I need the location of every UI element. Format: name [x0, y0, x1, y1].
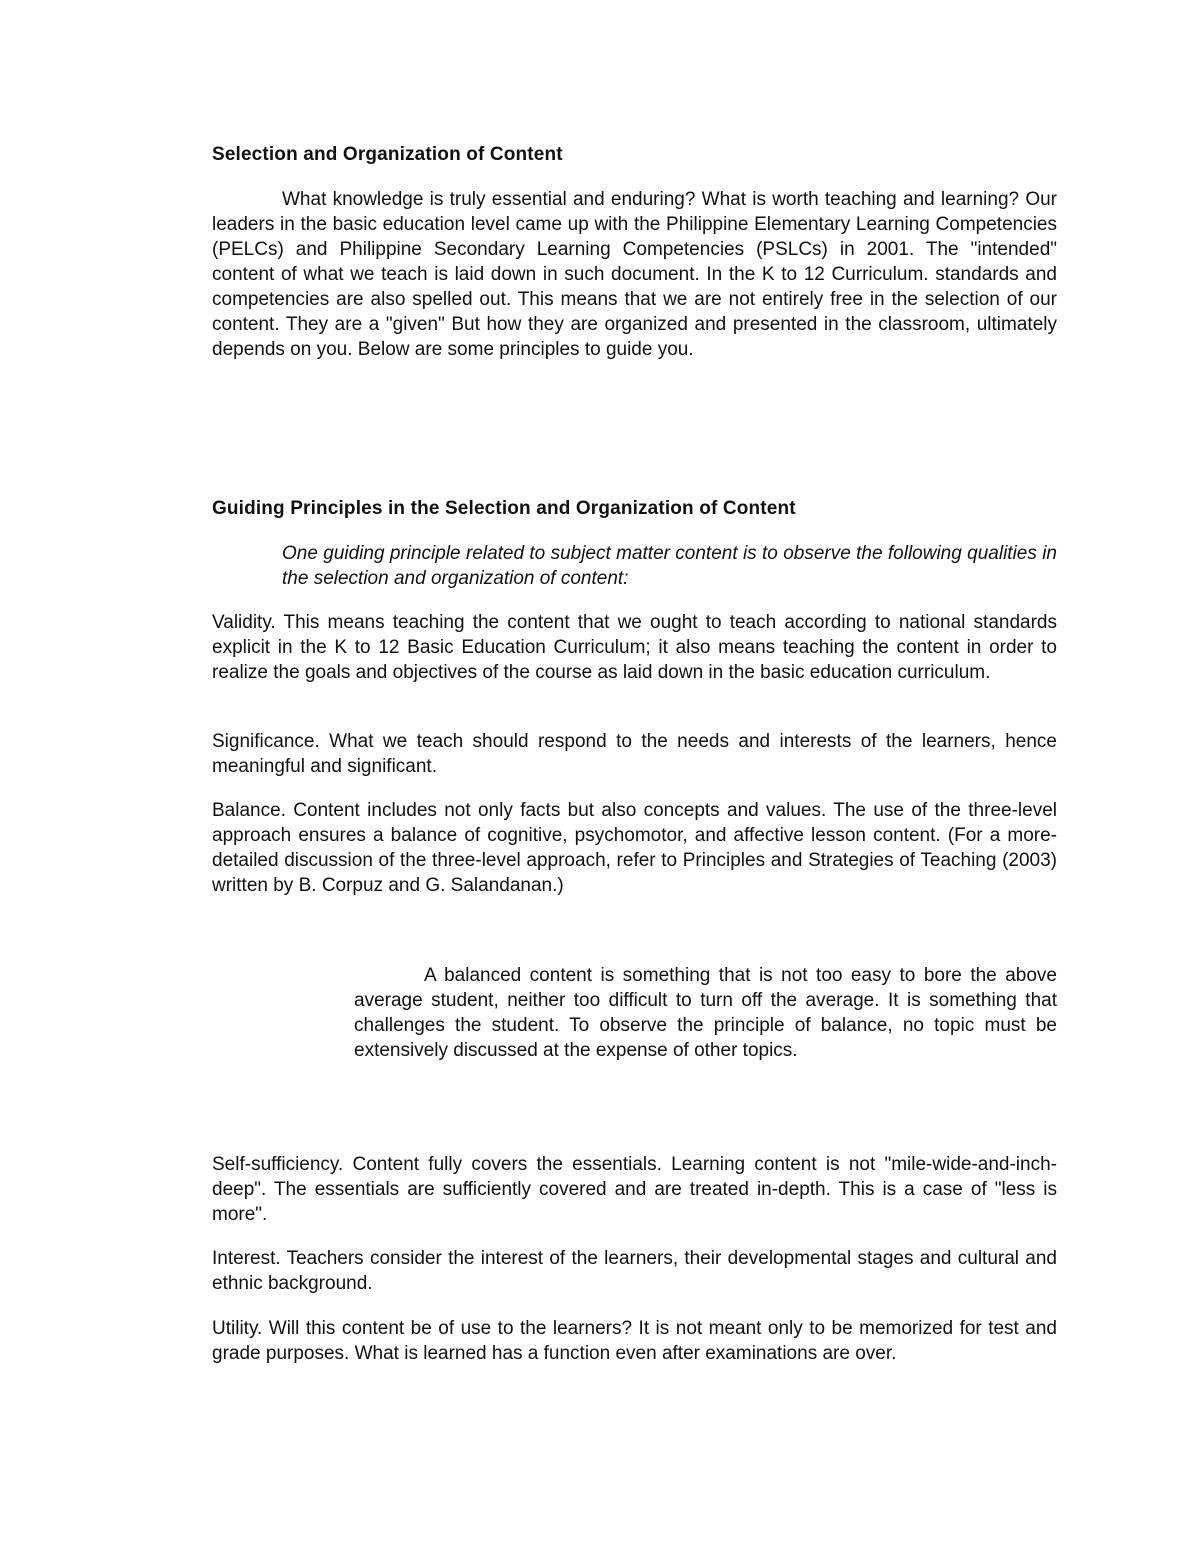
section-title-selection: Selection and Organization of Content	[212, 144, 563, 165]
balance-quote: A balanced content is something that is not too easy to bore the above average student, neither too difficult to turn off the average. It is something that challenges the student. To observe the principle of balance, no topic must be extensively discussed at the expense of other topics.	[354, 965, 1057, 1061]
validity-paragraph: Validity. This means teaching the content that we ought to teach according to national standards explicit in the K to 12 Basic Education Curriculum; it also means teaching the content in order to realize the goals and objectives of the course as laid down in the basic education curriculum.	[212, 612, 1057, 683]
intro-paragraph: What knowledge is truly essential and enduring? What is worth teaching and learning? Our leaders in the basic education level came up with the Philippine Elementary Learning Competencies (PELCs) and Philippine Secondary Learning Competencies (PSLCs) in 2001. The "intended" content of what we teach is laid down in such document. In the K to 12 Curriculum. standards and competencies are also spelled out. This means that we are not entirely free in the selection of our content. They are a "given" But how they are organized and presented in the classroom, ultimately depends on you. Below are some principles to guide you.	[212, 189, 1057, 360]
self-sufficiency-paragraph: Self-sufficiency. Content fully covers the essentials. Learning content is not "mile-wide-and-inch-deep". The essentials are sufficiently covered and are treated in-depth. This is a case of "less is more".	[212, 1154, 1057, 1225]
significance-paragraph: Significance. What we teach should respond to the needs and interests of the learners, hence meaningful and significant.	[212, 731, 1057, 777]
section-title-guiding-principles: Guiding Principles in the Selection and Organization of Content	[212, 498, 796, 519]
balance-paragraph: Balance. Content includes not only facts but also concepts and values. The use of the three-level approach ensures a balance of cognitive, psychomotor, and affective lesson content. (For a more-detailed discussion of the three-level approach, refer to Principles and Strategies of Teaching (2003) written by B. Corpuz and G. Salandanan.)	[212, 800, 1057, 896]
interest-paragraph: Interest. Teachers consider the interest of the learners, their developmental stages and cultural and ethnic background.	[212, 1248, 1057, 1294]
guiding-principle-lead: One guiding principle related to subject matter content is to observe the following qualities in the selection and organization of content:	[282, 543, 1057, 589]
utility-paragraph: Utility. Will this content be of use to the learners? It is not meant only to be memorized for test and grade purposes. What is learned has a function even after examinations are over.	[212, 1318, 1057, 1364]
